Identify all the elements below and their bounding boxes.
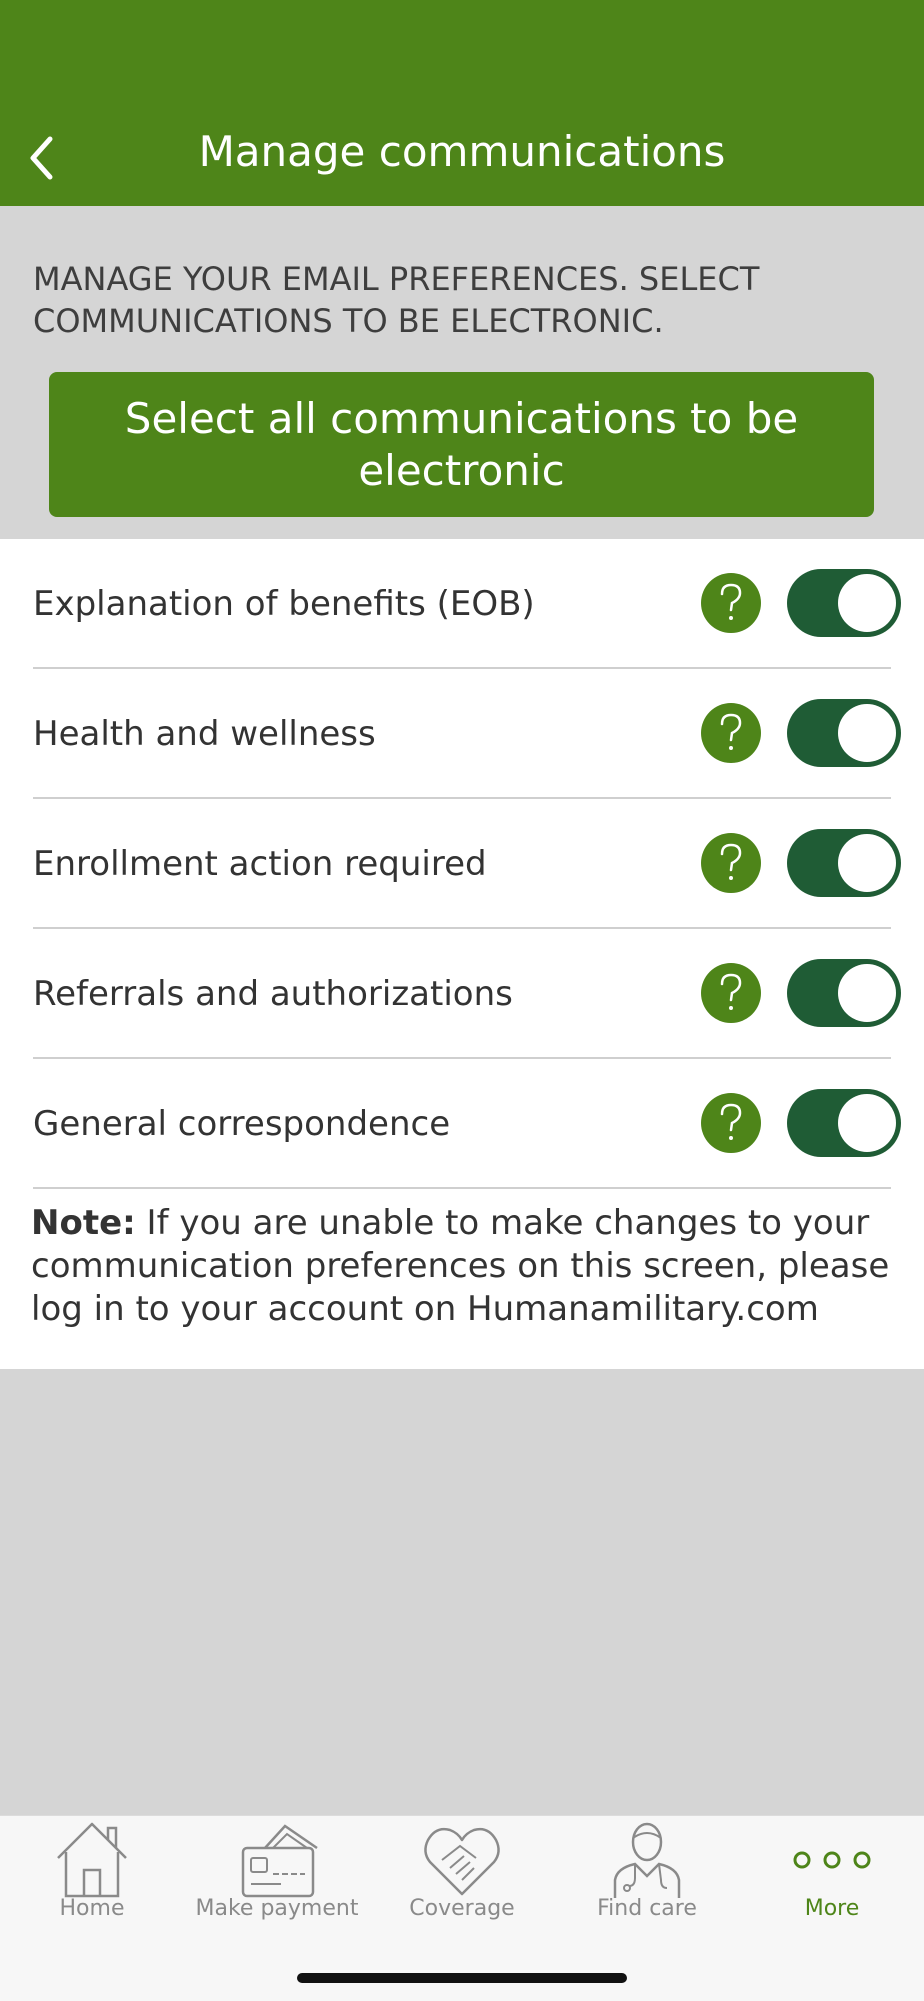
select-all-button[interactable]: Select all communications to be electronic xyxy=(49,372,874,517)
handshake-heart-icon xyxy=(420,1818,504,1902)
preference-row-general xyxy=(0,1059,924,1189)
doctor-icon xyxy=(605,1818,689,1902)
intro-text: MANAGE YOUR EMAIL PREFERENCES. SELECT COMMUNICATIONS TO BE ELECTRONIC. xyxy=(33,260,760,340)
help-button[interactable] xyxy=(701,573,761,633)
question-mark-icon xyxy=(716,972,746,1014)
preference-row-enrollment xyxy=(0,799,924,929)
house-icon xyxy=(50,1818,134,1902)
question-mark-icon xyxy=(716,712,746,754)
app-header xyxy=(0,0,924,206)
general-correspondence-toggle[interactable] xyxy=(787,1089,901,1157)
toggle-knob xyxy=(838,834,896,892)
eob-toggle[interactable] xyxy=(787,569,901,637)
enrollment-toggle[interactable] xyxy=(787,829,901,897)
tab-label: Find care xyxy=(597,1896,697,1921)
question-mark-icon xyxy=(716,842,746,884)
tab-label: Home xyxy=(59,1896,125,1921)
note-text xyxy=(31,1202,901,1331)
tab-more[interactable] xyxy=(740,1816,924,1936)
tab-home[interactable] xyxy=(0,1816,184,1936)
note-label: Note: xyxy=(31,1203,136,1243)
note-body: If you are unable to make changes to your communication preferences on this screen, please log in to your account on Humanamilitary.com xyxy=(31,1203,890,1329)
intro-section xyxy=(0,206,924,539)
preference-label: Referrals and authorizations xyxy=(33,974,513,1014)
preference-label: Explanation of benefits (EOB) xyxy=(33,584,535,624)
preference-row-eob xyxy=(0,539,924,669)
tab-label: More xyxy=(804,1896,860,1921)
help-button[interactable] xyxy=(701,963,761,1023)
credit-card-icon xyxy=(235,1818,319,1902)
help-button[interactable] xyxy=(701,833,761,893)
tab-label: Make payment xyxy=(195,1896,359,1921)
page-title: Manage communications xyxy=(198,127,726,176)
toggle-knob xyxy=(838,574,896,632)
preferences-list xyxy=(0,539,924,1369)
question-mark-icon xyxy=(716,1102,746,1144)
health-wellness-toggle[interactable] xyxy=(787,699,901,767)
home-indicator xyxy=(297,1973,627,1983)
help-button[interactable] xyxy=(701,703,761,763)
more-dots-icon xyxy=(790,1818,874,1902)
toggle-knob xyxy=(838,1094,896,1152)
tab-label: Coverage xyxy=(409,1896,515,1921)
referrals-toggle[interactable] xyxy=(787,959,901,1027)
toggle-knob xyxy=(838,964,896,1022)
toggle-knob xyxy=(838,704,896,762)
tab-make-payment[interactable] xyxy=(185,1816,369,1936)
preference-label: General correspondence xyxy=(33,1104,451,1144)
preference-row-referrals xyxy=(0,929,924,1059)
question-mark-icon xyxy=(716,582,746,624)
preference-row-health-wellness xyxy=(0,669,924,799)
help-button[interactable] xyxy=(701,1093,761,1153)
preference-label: Enrollment action required xyxy=(33,844,487,884)
preference-label: Health and wellness xyxy=(33,714,376,754)
tab-find-care[interactable] xyxy=(555,1816,739,1936)
tab-coverage[interactable] xyxy=(370,1816,554,1936)
divider xyxy=(33,1187,891,1189)
